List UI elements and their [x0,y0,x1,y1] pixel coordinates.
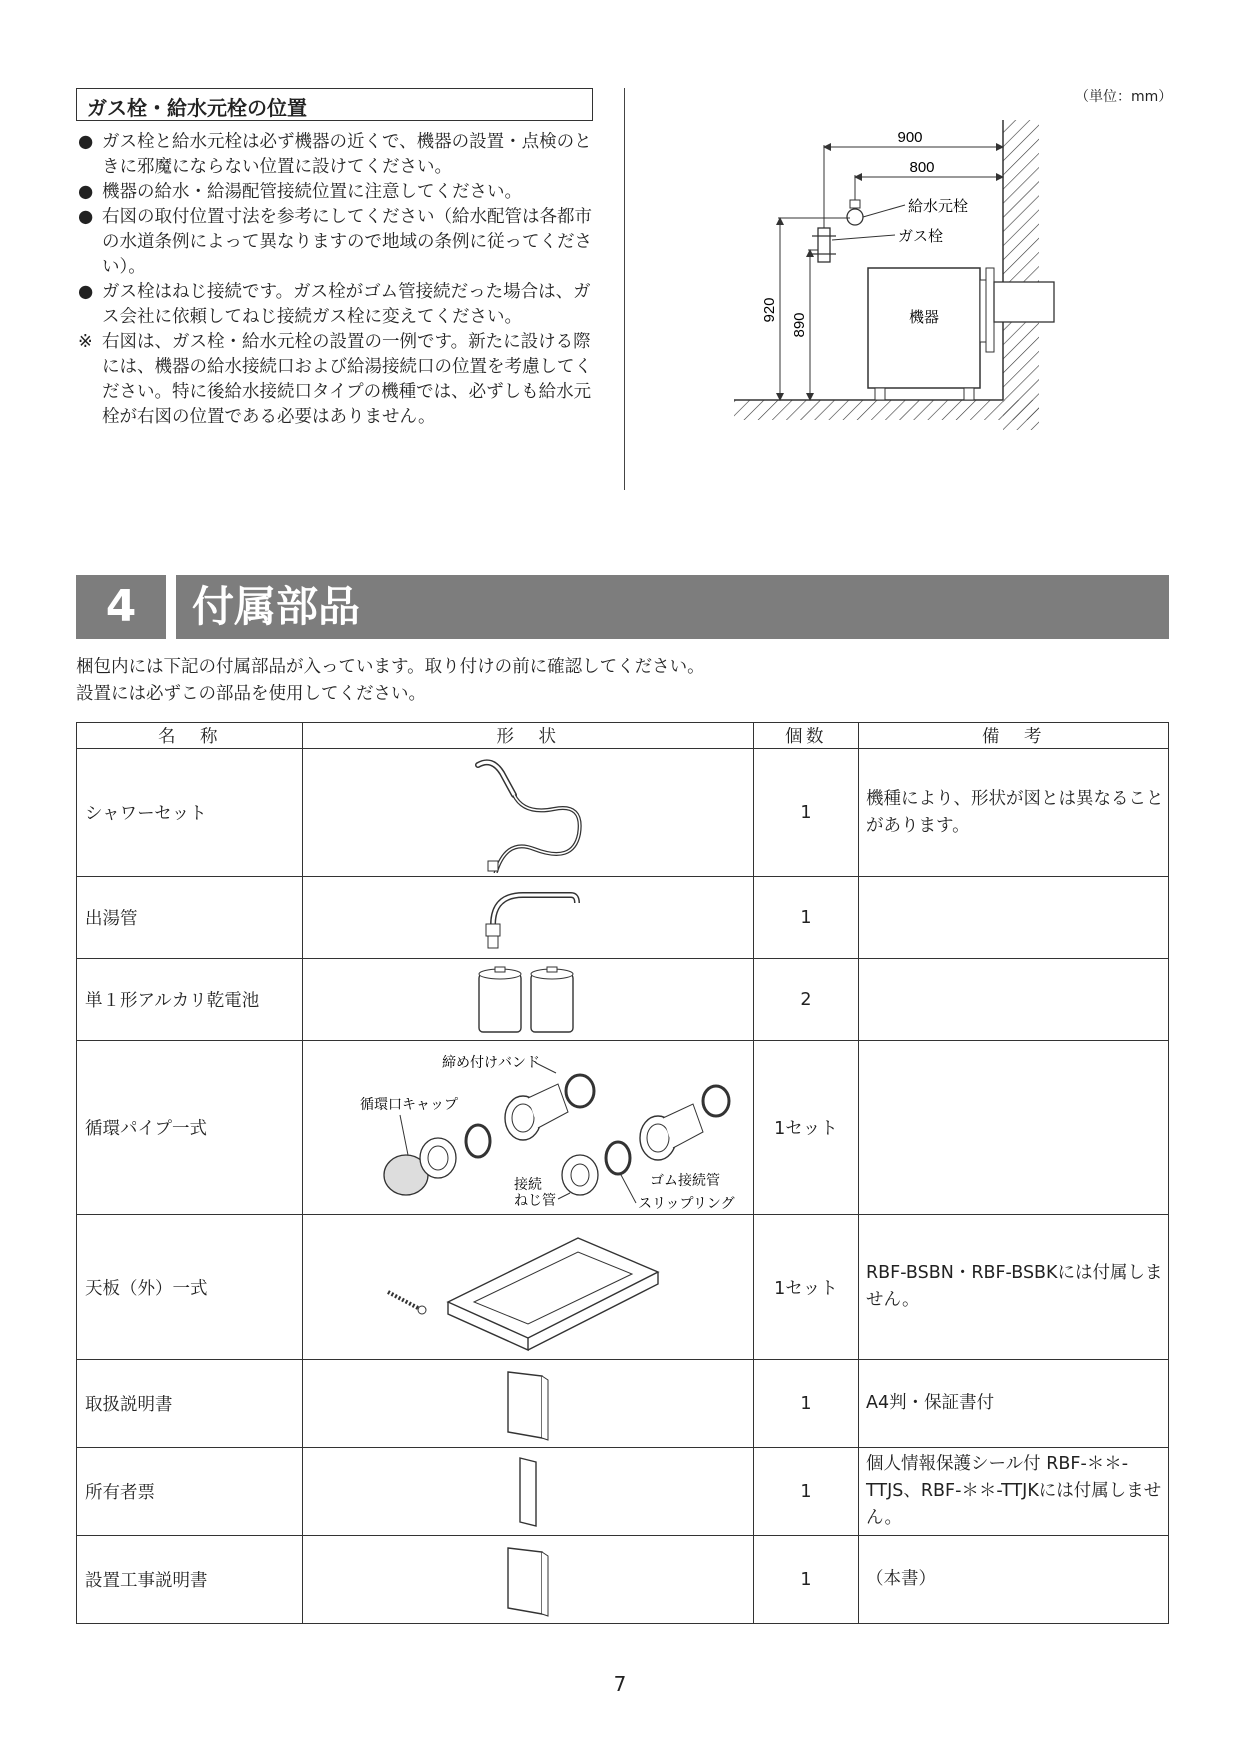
part-qty: 1セット [754,1215,859,1360]
header-qty: 個数 [754,723,859,749]
part-name: 単１形アルカリ乾電池 [77,959,303,1041]
part-note: RBF-BSBN・RBF-BSBKには付属しません。 [859,1215,1169,1360]
note-text: 右図の取付位置寸法を参考にしてください（給水配管は各都市の水道条例によって異なりますので地域の条例に従ってください）。 [102,207,592,277]
part-note [859,959,1169,1041]
dim-920-label: 920 [761,297,778,323]
table-row [77,749,1169,877]
reference-mark: ※ [78,332,93,352]
gas-valve-leader [832,235,895,240]
part-note: A4判・保証書付 [859,1360,1169,1448]
circulation-pipe-icon [318,1043,738,1213]
booklet-icon [498,1366,558,1442]
bullet-mark: ● [78,207,94,227]
water-valve-handle [850,200,860,208]
part-shape [303,1215,754,1360]
unit-body [868,268,980,388]
label-band: 締め付けバンド [442,1053,540,1070]
wall-hatch [1003,120,1039,430]
unit-foot [964,388,974,400]
note-text: 右図は、ガス栓・給水元栓の設置の一例です。新たに設ける際には、機器の給水接続口および給湯接続口の位置を考慮してください。特に後給水接続口タイプの機種では、必ずしも給水元栓が右図の位置である必要はありません。 [102,332,592,427]
part-shape [303,1041,754,1215]
note-item [78,280,598,330]
table-row [77,1360,1169,1448]
flue-flange [986,268,994,352]
batteries-icon [473,962,583,1038]
table-row [77,877,1169,959]
table-row [77,1448,1169,1536]
table-header-row [77,723,1169,749]
label-slip: スリップリング [638,1194,735,1211]
dim-800-label: 800 [909,159,935,176]
part-name: シャワーセット [77,749,303,877]
part-shape [303,1360,754,1448]
owner-card-icon [508,1454,548,1530]
label-thread-1: 接続 [514,1175,542,1192]
part-note [859,1041,1169,1215]
water-valve-leader [863,205,905,217]
unit-label: 機器 [908,309,940,326]
page-number: 7 [613,1672,627,1696]
flue-pipe [994,282,1054,322]
label-thread-2: ねじ管 [514,1191,556,1208]
part-note: 個人情報保護シール付 RBF-＊＊-TTJS、RBF-＊＊-TTJKには付属しません。 [859,1448,1169,1536]
part-name: 取扱説明書 [77,1360,303,1448]
header-shape: 形 状 [303,723,754,749]
parts-table [76,722,1169,1624]
part-qty: 1 [754,877,859,959]
part-shape [303,749,754,877]
installation-diagram [700,110,1060,430]
part-name: 所有者票 [77,1448,303,1536]
header-name: 名 称 [77,723,303,749]
water-valve-label: 給水元栓 [908,198,969,215]
section-number: 4 [76,575,166,639]
header-note: 備 考 [859,723,1169,749]
spout-pipe-icon [473,880,583,956]
label-rubber: ゴム接続管 [650,1171,720,1188]
note-text: 機器の給水・給湯配管接続位置に注意してください。 [102,182,522,202]
gas-valve-label: ガス栓 [898,228,944,245]
part-note [859,877,1169,959]
water-valve-icon [847,209,863,225]
top-plate-icon [378,1222,678,1352]
column-divider [624,88,625,490]
part-qty: 1 [754,1360,859,1448]
booklet-icon [498,1542,558,1618]
dim-900-label: 900 [897,129,923,146]
note-item [78,130,598,180]
dim-890-label: 890 [791,312,808,338]
gas-valve-icon [818,228,830,262]
section-intro [76,654,705,708]
part-note: 機種により、形状が図とは異なることがあります。 [859,749,1169,877]
table-row [77,1041,1169,1215]
intro-line: 梱包内には下記の付属部品が入っています。取り付けの前に確認してください。 [76,657,705,677]
part-name: 設置工事説明書 [77,1536,303,1624]
section-heading: ガス栓・給水元栓の位置 [76,88,593,121]
note-text: ガス栓はねじ接続です。ガス栓がゴム管接続だった場合は、ガス会社に依頼してねじ接続ガス栓に変えてください。 [102,282,591,327]
part-qty: 1 [754,1448,859,1536]
bullet-mark: ● [78,282,94,302]
unit-label: （単位：mm） [1075,89,1173,105]
unit-foot [875,388,885,400]
table-row [77,1536,1169,1624]
part-name: 天板（外）一式 [77,1215,303,1360]
part-name: 循環パイプ一式 [77,1041,303,1215]
label-cap: 循環口キャップ [360,1095,458,1112]
part-qty: 1 [754,749,859,877]
table-row [77,1215,1169,1360]
part-name: 出湯管 [77,877,303,959]
notes-list [78,130,598,430]
section-title: 付属部品 [176,575,1169,639]
note-item [78,205,598,280]
part-shape [303,959,754,1041]
shower-set-icon [458,753,598,873]
part-qty: 1セット [754,1041,859,1215]
note-item [78,330,598,430]
bullet-mark: ● [78,132,94,152]
part-note: （本書） [859,1536,1169,1624]
floor-hatch [734,400,1039,420]
flue-flange [980,280,986,342]
table-row [77,959,1169,1041]
note-item [78,180,598,205]
intro-line: 設置には必ずこの部品を使用してください。 [76,684,426,704]
part-shape [303,1536,754,1624]
note-text: ガス栓と給水元栓は必ず機器の近くで、機器の設置・点検のときに邪魔にならない位置に設けてください。 [102,132,592,177]
part-qty: 1 [754,1536,859,1624]
part-shape [303,877,754,959]
part-shape [303,1448,754,1536]
part-qty: 2 [754,959,859,1041]
bullet-mark: ● [78,182,94,202]
